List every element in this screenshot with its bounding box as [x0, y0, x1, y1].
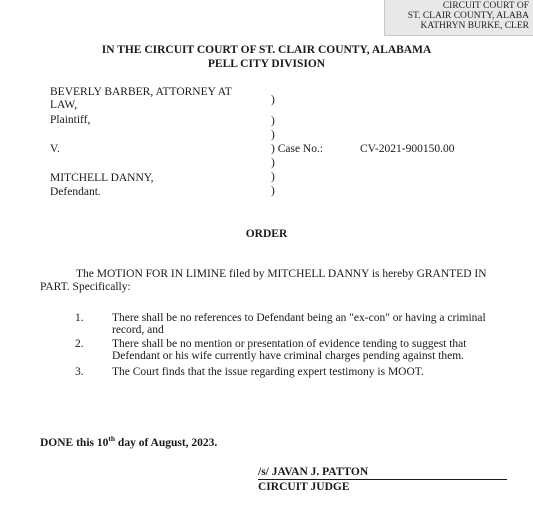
plaintiff-name-line2: LAW, — [50, 99, 78, 111]
item-number: 2. — [75, 338, 84, 350]
filing-stamp — [384, 0, 533, 36]
stamp-line-1: CIRCUIT COURT OF — [442, 1, 529, 11]
plaintiff-name-line1: BEVERLY BARBER, ATTORNEY AT — [50, 86, 232, 98]
item-number: 3. — [75, 366, 84, 378]
stamp-line-2: ST. CLAIR COUNTY, ALABA — [407, 11, 529, 21]
done-prefix: DONE this 10 — [40, 436, 109, 449]
signature-title: CIRCUIT JUDGE — [258, 481, 350, 493]
signature-line — [258, 479, 507, 480]
caption-paren: ) — [271, 115, 275, 127]
case-number: CV-2021-900150.00 — [360, 143, 455, 155]
item-number: 1. — [75, 312, 84, 324]
done-suffix-sup: th — [108, 434, 116, 443]
caption-paren: ) — [271, 185, 275, 197]
order-title: ORDER — [245, 228, 288, 240]
done-date — [40, 435, 217, 450]
defendant-role: Defendant. — [50, 186, 101, 198]
caption-paren: ) — [271, 94, 275, 106]
caption-paren: ) — [271, 171, 275, 183]
order-item: There shall be no references to Defendant being an "ex-con" or having a criminal record, and — [112, 312, 486, 336]
case-number-label: ) Case No.: — [271, 143, 324, 155]
order-intro-line2: PART. Specifically: — [40, 281, 131, 293]
versus: V. — [50, 143, 60, 155]
division-heading: PELL CITY DIVISION — [207, 58, 326, 70]
order-intro-line1: The MOTION FOR IN LIMINE filed by MITCHELL DANNY is hereby GRANTED IN — [76, 268, 487, 280]
caption-paren: ) — [271, 157, 275, 169]
signature-name: /s/ JAVAN J. PATTON — [258, 466, 369, 478]
stamp-line-3: KATHRYN BURKE, CLER — [420, 21, 529, 31]
plaintiff-role: Plaintiff, — [50, 114, 91, 126]
court-heading: IN THE CIRCUIT COURT OF ST. CLAIR COUNTY, ALABAMA — [101, 44, 432, 56]
order-item: There shall be no mention or presentation of evidence tending to suggest that Defendant or his wife currently have criminal charges pending against them. — [112, 338, 467, 362]
order-item: The Court finds that the issue regarding expert testimony is MOOT. — [112, 366, 424, 378]
done-suffix: day of August, 2023. — [115, 436, 218, 449]
caption-paren: ) — [271, 129, 275, 141]
defendant-name: MITCHELL DANNY, — [50, 172, 154, 184]
